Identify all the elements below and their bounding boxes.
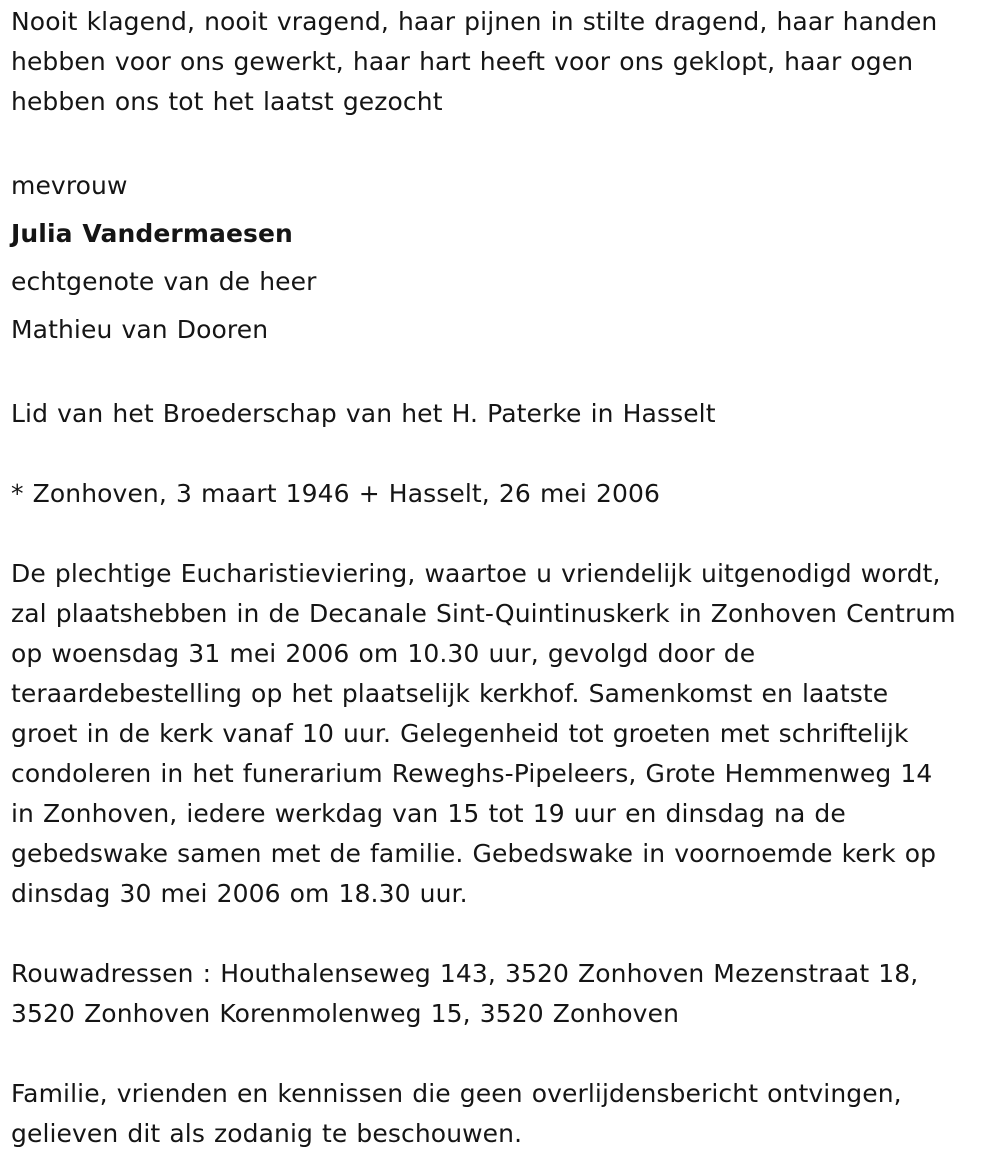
service-line: De plechtige Eucharistieviering, waartoe u vriendelijk uitgenodigd wordt,	[11, 559, 941, 588]
closing-notice	[11, 1074, 996, 1154]
notice-line: gelieven dit als zodanig te beschouwen.	[11, 1119, 523, 1148]
spacer	[11, 1034, 996, 1074]
quote-line-1: Nooit klagend, nooit vragend, haar pijnen in stilte dragend, haar handen	[11, 7, 938, 36]
address-line: 3520 Zonhoven Korenmolenweg 15, 3520 Zonhoven	[11, 999, 680, 1028]
notice-line: Familie, vrienden en kennissen die geen overlijdensbericht ontvingen,	[11, 1079, 902, 1108]
service-line: op woensdag 31 mei 2006 om 10.30 uur, gevolgd door de	[11, 639, 756, 668]
spacer	[11, 514, 996, 554]
birth-death-line: * Zonhoven, 3 maart 1946 + Hasselt, 26 mei 2006	[11, 479, 661, 508]
spacer	[11, 434, 996, 474]
service-line: gebedswake samen met de familie. Gebedswake in voornoemde kerk op	[11, 839, 937, 868]
obituary-document	[11, 2, 996, 1154]
address-line: Rouwadressen : Houthalenseweg 143, 3520 Zonhoven Mezenstraat 18,	[11, 959, 919, 988]
service-line: zal plaatshebben in de Decanale Sint-Quintinuskerk in Zonhoven Centrum	[11, 599, 956, 628]
spouse-label: echtgenote van de heer	[11, 267, 317, 296]
service-line: in Zonhoven, iedere werkdag van 15 tot 19 uur en dinsdag na de	[11, 799, 846, 828]
membership-line: Lid van het Broederschap van het H. Paterke in Hasselt	[11, 399, 716, 428]
quote-line-3: hebben ons tot het laatst gezocht	[11, 87, 443, 116]
spouse-name: Mathieu van Dooren	[11, 315, 269, 344]
service-line: dinsdag 30 mei 2006 om 18.30 uur.	[11, 879, 468, 908]
opening-quote	[11, 2, 996, 122]
spacer	[11, 914, 996, 954]
deceased-name: Julia Vandermaesen	[11, 219, 293, 248]
title-prefix: mevrouw	[11, 171, 128, 200]
service-details	[11, 554, 996, 914]
service-line: teraardebestelling op het plaatselijk kerkhof. Samenkomst en laatste	[11, 679, 889, 708]
spacer	[11, 354, 996, 394]
service-line: groet in de kerk vanaf 10 uur. Gelegenheid tot groeten met schriftelijk	[11, 719, 909, 748]
service-line: condoleren in het funerarium Reweghs-Pipeleers, Grote Hemmenweg 14	[11, 759, 933, 788]
spacer	[11, 122, 996, 162]
mourning-addresses	[11, 954, 996, 1034]
quote-line-2: hebben voor ons gewerkt, haar hart heeft voor ons geklopt, haar ogen	[11, 47, 914, 76]
